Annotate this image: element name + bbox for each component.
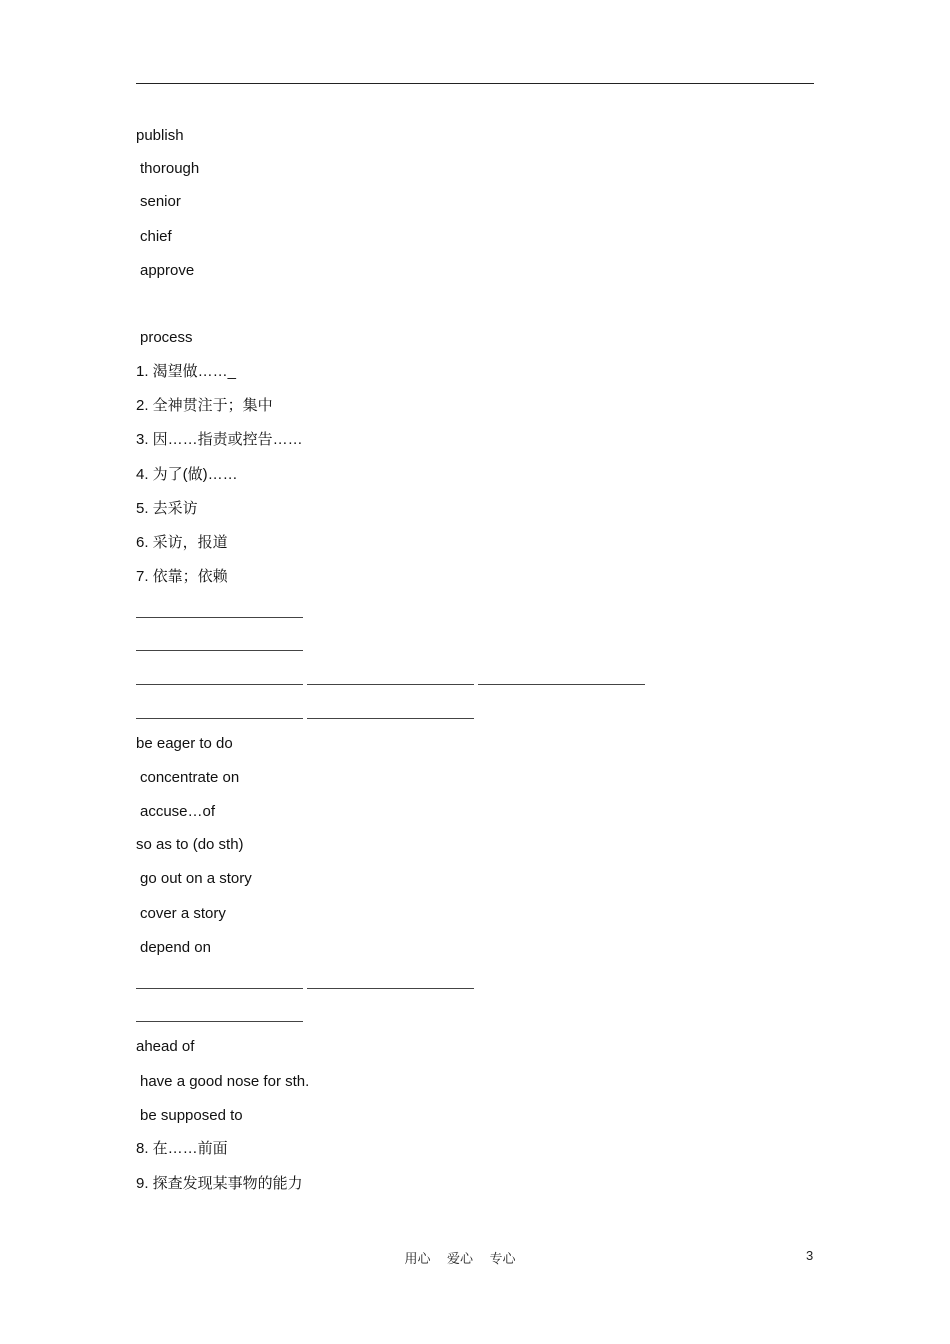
answer-blank [478,684,645,685]
answer-blank [136,617,303,618]
phrase-answer: depend on [140,939,211,956]
phrase-answer: concentrate on [140,769,240,786]
answer-blank [136,988,303,989]
answer-blank [307,684,474,685]
vocab-item: thorough [140,160,200,177]
phrase-prompt: 2. 全神贯注于；集中 [136,397,273,414]
phrase-prompt: 9. 探查发现某事物的能力 [136,1175,303,1192]
answer-blank [136,718,303,719]
phrase-answer: so as to (do sth) [136,836,244,853]
phrase-prompt: 6. 采访，报道 [136,534,228,551]
phrase-prompt: 7. 依靠；依赖 [136,568,228,585]
vocab-item: process [140,329,193,346]
phrase-answer: ahead of [136,1038,195,1055]
phrase-answer: go out on a story [140,870,252,887]
page-number: 3 [806,1248,814,1263]
answer-blank [307,718,474,719]
phrase-prompt: 4. 为了(做)…… [136,466,238,483]
vocab-item: chief [140,228,172,245]
phrase-prompt: 3. 因……指责或控告…… [136,431,303,448]
vocab-item: senior [140,193,181,210]
footer-motto: 用心 爱心 专心 [404,1252,516,1267]
phrase-answer: have a good nose for sth. [140,1073,310,1090]
phrase-answer: cover a story [140,905,226,922]
phrase-prompt: 5. 去采访 [136,500,198,517]
answer-blank [136,684,303,685]
vocab-item: publish [136,127,184,144]
phrase-answer: be supposed to [140,1107,243,1124]
phrase-prompt: 8. 在……前面 [136,1140,228,1157]
vocab-item: approve [140,262,195,279]
answer-blank [136,1021,303,1022]
answer-blank [136,650,303,651]
header-rule [136,83,814,84]
phrase-prompt: 1. 渴望做……_ [136,363,237,380]
answer-blank [307,988,474,989]
phrase-answer: be eager to do [136,735,233,752]
phrase-answer: accuse…of [140,803,216,820]
